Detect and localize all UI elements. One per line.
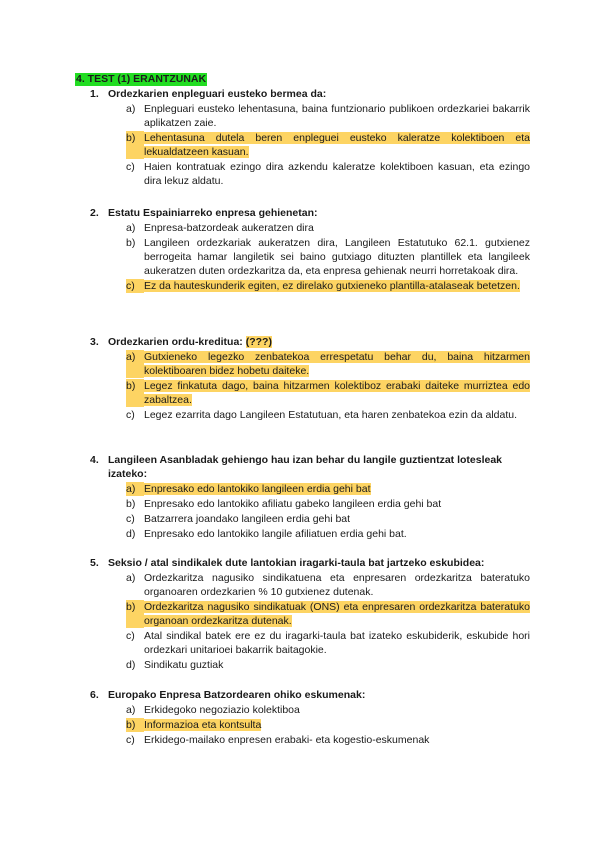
answer-letter: d) xyxy=(126,659,136,671)
answer-text-label: Erkidegoko negoziazio kolektiboa xyxy=(144,704,300,716)
question-text xyxy=(108,688,530,702)
answer-letter: d) xyxy=(126,528,136,540)
question-text xyxy=(108,453,530,481)
document-title: 4. TEST (1) ERANTZUNAK xyxy=(76,73,207,85)
answer-letter: a) xyxy=(126,572,136,584)
question-number: 1. xyxy=(90,88,99,100)
answer-text-label: Atal sindikal batek ere ez du iragarki-taula bat izateko eskubiderik, eskubide hori ordezkari unitarioei bakarrik baitagokie. xyxy=(144,630,530,656)
answer-option xyxy=(126,102,530,130)
answer-text xyxy=(144,629,530,657)
answer-letter: b) xyxy=(126,379,144,407)
question-text xyxy=(108,206,530,220)
answer-letter: c) xyxy=(126,630,135,642)
answer-option xyxy=(126,571,530,599)
answer-option xyxy=(126,658,530,672)
correct-answer-highlight: Enpresako edo lantokiko langileen erdia gehi bat xyxy=(144,483,371,495)
answer-letter: a) xyxy=(126,222,136,234)
answer-letter: c) xyxy=(126,409,135,421)
question-heading xyxy=(90,688,530,702)
answer-option xyxy=(126,497,530,511)
question-heading xyxy=(90,556,530,570)
answer-option xyxy=(126,629,530,657)
answer-option xyxy=(126,279,530,293)
answer-letter: a) xyxy=(126,704,136,716)
answer-text xyxy=(144,102,530,130)
answer-text xyxy=(144,408,530,422)
answer-text xyxy=(144,600,530,628)
answer-option xyxy=(126,733,530,747)
correct-answer-highlight: Informazioa eta kontsulta xyxy=(144,719,262,731)
answer-text xyxy=(144,703,530,717)
answer-text xyxy=(144,350,530,378)
answer-letter: b) xyxy=(126,498,136,510)
answer-text-label: Enpresako edo lantokiko afiliatu gabeko langileen erdia gehi bat xyxy=(144,498,442,510)
question-text-label: Ordezkarien enpleguari eusteko bermea da: xyxy=(108,88,327,100)
answer-text xyxy=(144,131,530,159)
answer-option xyxy=(126,379,530,407)
answer-option xyxy=(126,527,530,541)
answer-letter: b) xyxy=(126,600,144,628)
question-text xyxy=(108,335,530,349)
question-text xyxy=(108,556,530,570)
question-text-label: Estatu Espainiarreko enpresa gehienetan: xyxy=(108,207,318,219)
answer-text-label: Enpleguari eusteko lehentasuna, baina funtzionario publikoen ordezkariei bakarrik aplikatzen zaie. xyxy=(144,103,530,129)
answer-text xyxy=(144,733,530,747)
answer-text xyxy=(144,571,530,599)
answer-letter: a) xyxy=(126,350,144,378)
answer-text xyxy=(144,221,530,235)
answer-text xyxy=(144,379,530,407)
question-text xyxy=(108,87,530,101)
answer-letter: c) xyxy=(126,161,135,173)
question-text-label: Seksio / atal sindikalek dute lantokian iragarki-taula bat jartzeko eskubidea: xyxy=(108,557,485,569)
answer-text-label: Ordezkaritza nagusiko sindikatuena eta enpresaren ordezkaritza bateratuko organoaren ordezkarien % 10 gutxienez dutenak. xyxy=(144,572,530,598)
answer-text xyxy=(144,497,530,511)
answer-letter: b) xyxy=(126,718,144,732)
answer-option xyxy=(126,703,530,717)
answer-text-label: Langileen ordezkariak aukeratzen dira, Langileen Estatutuko 62.1. gutxienez berrogeita hamar langiletik sei baino gutxiago dituzten plantillek eta langileek aukeratzen duten ordezkaritza da, eta enpresa gehienak neurri horretakoak dira. xyxy=(144,237,530,277)
question-4 xyxy=(90,453,530,541)
question-number: 2. xyxy=(90,207,99,219)
question-heading xyxy=(90,453,530,481)
answer-option xyxy=(126,131,530,159)
question-number: 5. xyxy=(90,557,99,569)
question-3 xyxy=(90,335,530,422)
answer-text-label: Batzarrera joandako langileen erdia gehi bat xyxy=(144,513,351,525)
answer-option xyxy=(126,408,530,422)
answer-text xyxy=(144,718,530,732)
answer-text-label: Enpresako edo lantokiko langile afiliatuen erdia gehi bat. xyxy=(144,528,407,540)
correct-answer-highlight: Ordezkaritza nagusiko sindikatuak (ONS) eta enpresaren ordezkaritza bateratuko organoan ordezkaritza dutenak. xyxy=(144,601,530,627)
question-2 xyxy=(90,206,530,293)
question-heading xyxy=(90,206,530,220)
answer-text xyxy=(144,658,530,672)
answer-text xyxy=(144,236,530,278)
answer-option xyxy=(126,236,530,278)
question-number: 6. xyxy=(90,689,99,701)
question-heading xyxy=(90,87,530,101)
question-6 xyxy=(90,688,530,747)
answer-text-label: Erkidego-mailako enpresen erabaki- eta kogestio-eskumenak xyxy=(144,734,430,746)
answer-option xyxy=(126,350,530,378)
uncertain-flag: (???) xyxy=(245,336,272,348)
answer-text xyxy=(144,160,530,188)
question-number: 4. xyxy=(90,454,99,466)
question-text-label: Ordezkarien ordu-kreditua: xyxy=(108,336,243,348)
answer-letter: a) xyxy=(126,482,144,496)
answer-option xyxy=(126,718,530,732)
answer-option xyxy=(126,221,530,235)
answer-option xyxy=(126,600,530,628)
answer-text xyxy=(144,482,530,496)
correct-answer-highlight: Ez da hauteskunderik egiten, ez direlako gutxieneko plantilla-atalaseak betetzen. xyxy=(144,280,520,292)
answer-letter: c) xyxy=(126,734,135,746)
answer-letter: b) xyxy=(126,131,144,159)
question-text-label: Europako Enpresa Batzordearen ohiko eskumenak: xyxy=(108,689,366,701)
answer-letter: c) xyxy=(126,279,144,293)
answer-option xyxy=(126,512,530,526)
answer-option xyxy=(126,160,530,188)
answer-text xyxy=(144,279,530,293)
answer-text xyxy=(144,527,530,541)
answer-letter: b) xyxy=(126,237,136,249)
question-text-label: Langileen Asanbladak gehiengo hau izan behar du langile guztientzat lotesleak izateko: xyxy=(108,454,503,480)
correct-answer-highlight: Legez finkatuta dago, baina hitzarmen kolektiboz erabaki daiteke murriztea edo zabaltzea. xyxy=(144,380,530,406)
answer-text-label: Legez ezarrita dago Langileen Estatutuan, eta haren zenbatekoa ezin da aldatu. xyxy=(144,409,518,421)
answer-text-label: Enpresa-batzordeak aukeratzen dira xyxy=(144,222,314,234)
question-heading xyxy=(90,335,530,349)
answer-letter: a) xyxy=(126,103,136,115)
answer-text-label: Sindikatu guztiak xyxy=(144,659,224,671)
correct-answer-highlight: Lehentasuna dutela beren enpleguei eusteko kaleratze kolektiboen eta lekualdatzeen kasuan. xyxy=(144,132,530,158)
question-number: 3. xyxy=(90,336,99,348)
answer-text xyxy=(144,512,530,526)
answer-letter: c) xyxy=(126,513,135,525)
correct-answer-highlight: Gutxieneko legezko zenbatekoa errespetatu behar du, baina hitzarmen kolektiboaren bidez hobetu daiteke. xyxy=(144,351,530,377)
answer-text-label: Haien kontratuak ezingo dira azkendu kaleratze kolektiboen kasuan, eta ezingo dira lekuz aldatu. xyxy=(144,161,530,187)
question-1 xyxy=(90,87,530,188)
question-5 xyxy=(90,556,530,672)
answer-option xyxy=(126,482,530,496)
